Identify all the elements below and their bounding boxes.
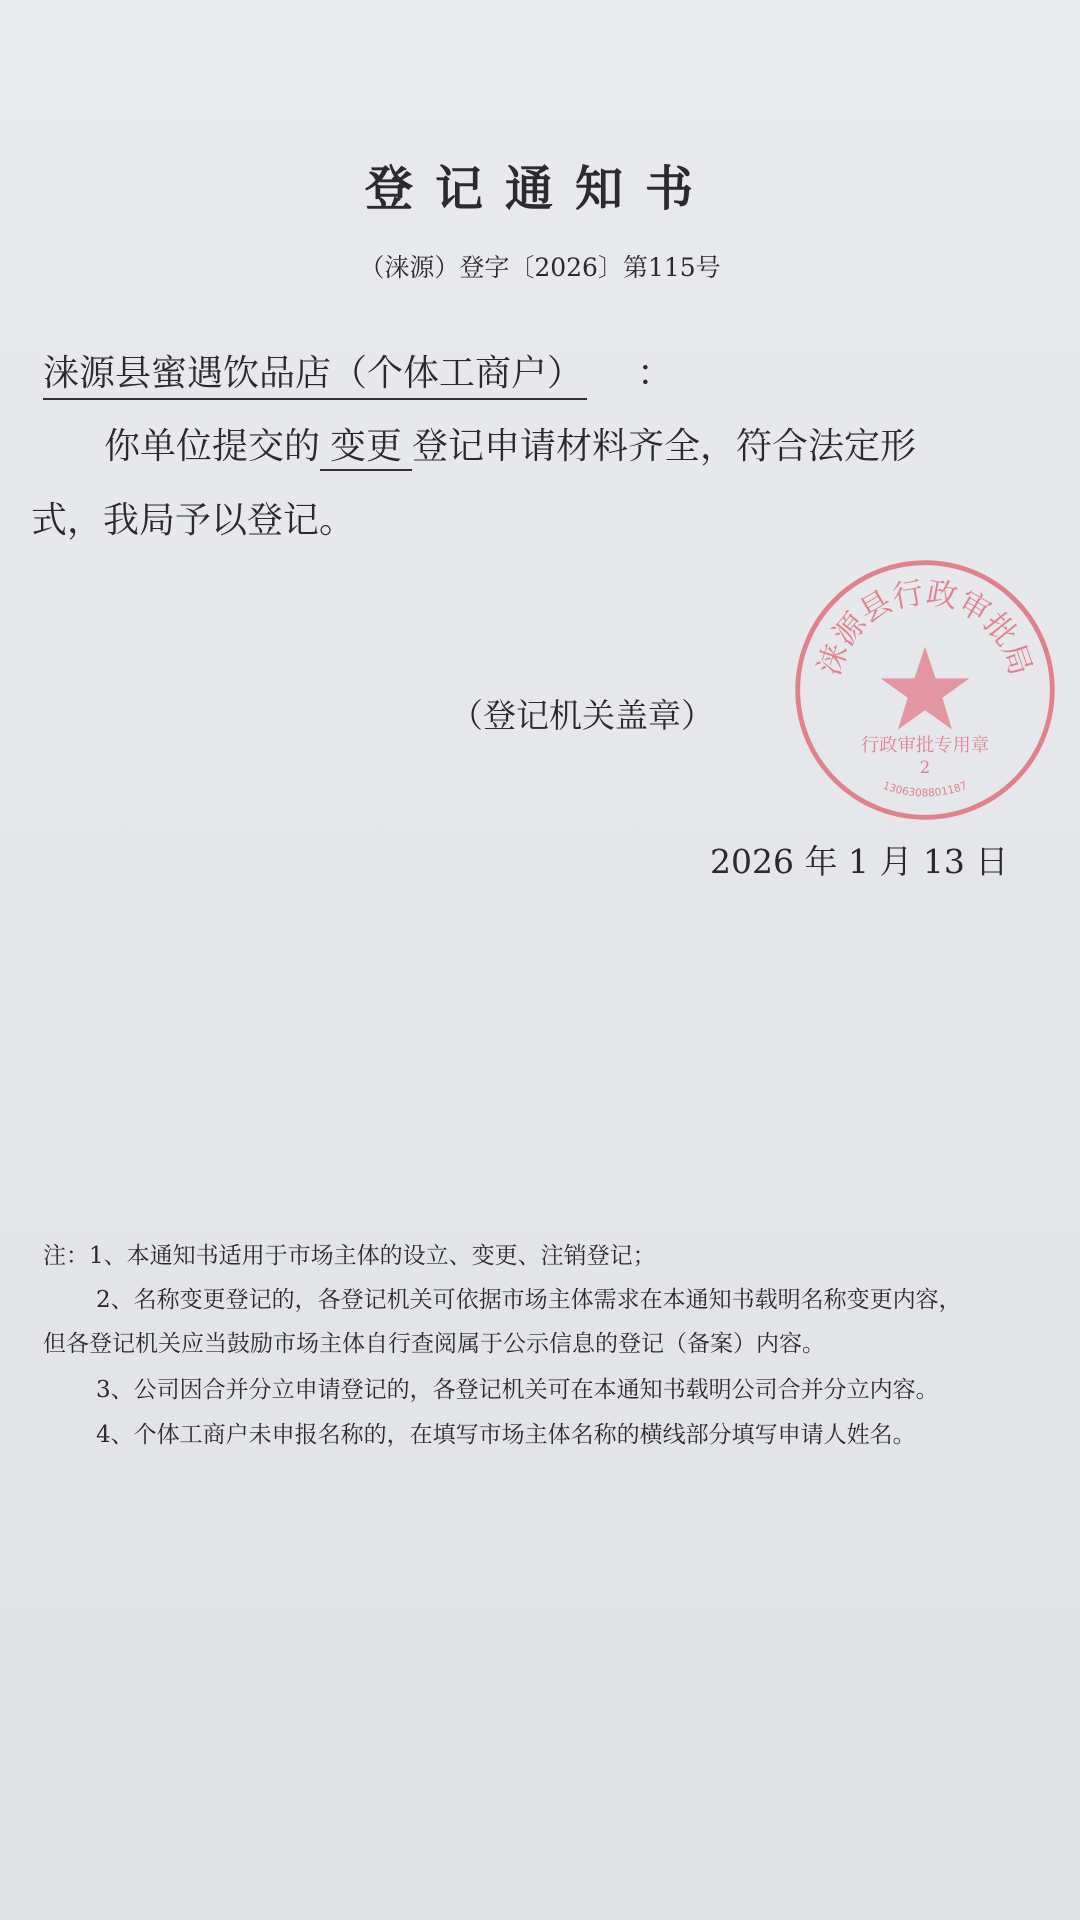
- body-line-1: [104, 418, 916, 471]
- issue-date: 2026 年 1 月 13 日: [710, 842, 1009, 881]
- note-2-continued: 但各登记机关应当鼓励市场主体自行查阅属于公示信息的登记（备案）内容。: [43, 1331, 825, 1357]
- note-4: 4、个体工商户未申报名称的，在填写市场主体名称的横线部分填写申请人姓名。: [96, 1422, 916, 1448]
- document-title: 登记通知书: [364, 161, 715, 217]
- body-line-2: 式，我局予以登记。: [31, 500, 356, 541]
- registration-type: 变更: [320, 418, 412, 471]
- seal-number: 2: [919, 757, 931, 777]
- entity-name: 涞源县蜜遇饮品店（个体工商户）: [43, 345, 587, 400]
- seal-inner-text: 行政审批专用章: [860, 734, 990, 756]
- entity-name-line: [43, 345, 673, 400]
- body-suffix: 登记申请材料齐全，符合法定形: [412, 426, 917, 467]
- document-number: （涞源）登字〔2026〕第115号: [359, 253, 721, 282]
- body-prefix: 你单位提交的: [104, 426, 321, 467]
- seal-note: （登记机关盖章）: [450, 696, 714, 735]
- official-seal-icon: [790, 555, 1060, 825]
- seal-outer-text: 涞源县行政审批局: [811, 574, 1039, 680]
- note-2: 2、名称变更登记的，各登记机关可依据市场主体需求在本通知书载明名称变更内容，: [96, 1287, 962, 1313]
- note-1: 注：1、本通知书适用于市场主体的设立、变更、注销登记；: [43, 1243, 656, 1269]
- svg-text:1306308801187: [881, 780, 969, 800]
- seal-code: 1306308801187: [881, 779, 969, 800]
- entity-colon: ：: [637, 353, 674, 394]
- note-3: 3、公司因合并分立申请登记的，各登记机关可在本通知书载明公司合并分立内容。: [96, 1377, 939, 1403]
